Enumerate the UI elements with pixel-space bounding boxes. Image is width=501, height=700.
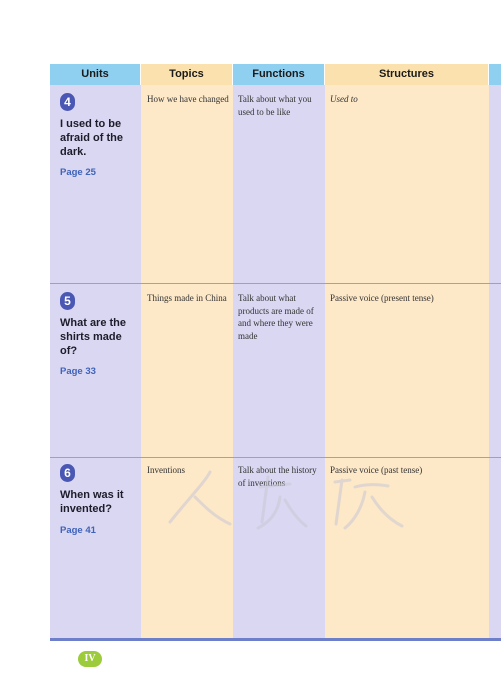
header-units: Units [50, 64, 141, 85]
header-structures: Structures [325, 64, 489, 85]
table-header [50, 64, 501, 85]
unit-page-link[interactable]: Page 33 [60, 366, 96, 377]
table-row [50, 284, 501, 457]
unit-number-badge: 6 [60, 464, 75, 482]
unit-number-badge: 5 [60, 292, 75, 310]
topic-text: Inventions [147, 465, 185, 475]
unit-title: I used to be afraid of the dark. [60, 118, 123, 158]
topic-text: How we have changed [147, 94, 229, 104]
unit-page-link[interactable]: Page 25 [60, 167, 96, 178]
unit-title: When was it invented? [60, 489, 124, 515]
header-topics: Topics [141, 64, 233, 85]
structure-text: Used to [330, 94, 358, 104]
function-text: Talk about what products are made of and where they were made [238, 293, 314, 341]
table-row [50, 85, 501, 283]
unit-page-link[interactable]: Page 41 [60, 525, 96, 536]
page-number-badge: IV [78, 651, 102, 667]
unit-number-badge: 4 [60, 93, 75, 111]
topic-text: Things made in China [147, 293, 227, 303]
header-functions: Functions [233, 64, 325, 85]
header-extra-column [489, 64, 501, 85]
structure-text: Passive voice (past tense) [330, 465, 423, 475]
unit-title: What are the shirts made of? [60, 317, 127, 357]
table-row [50, 458, 501, 638]
function-text: Talk about the history of inventions [238, 465, 317, 488]
function-text: Talk about what you used to be like [238, 94, 312, 117]
structure-text: Passive voice (present tense) [330, 293, 434, 303]
syllabus-table [50, 64, 501, 641]
